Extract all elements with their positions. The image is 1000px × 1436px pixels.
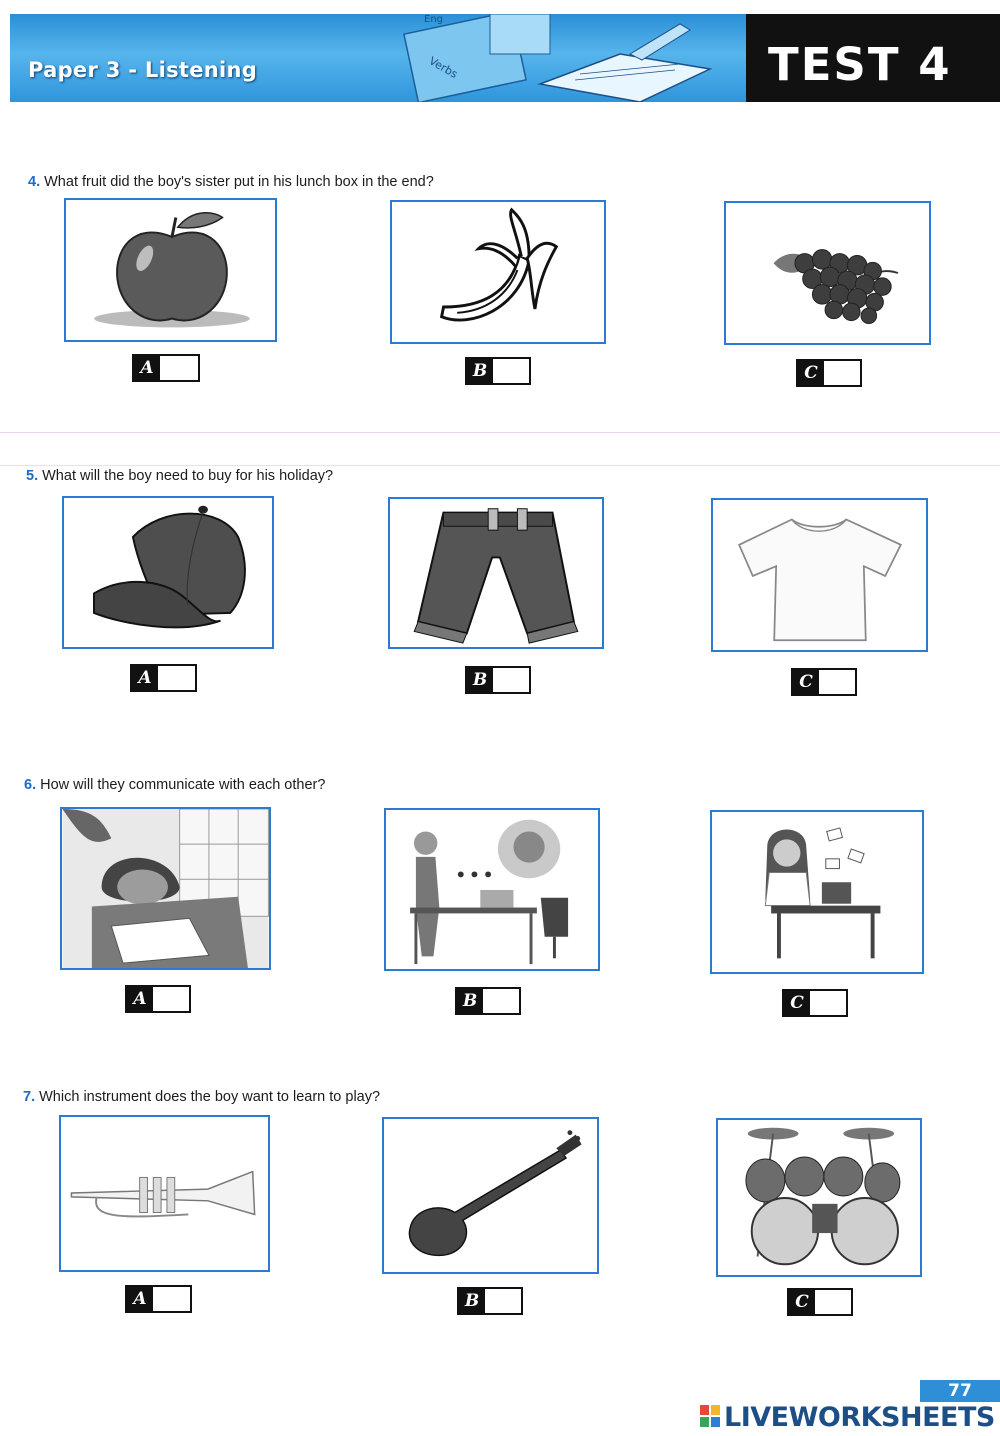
- question-6: [24, 777, 325, 793]
- option-b-image-shorts: [388, 497, 604, 649]
- answer-input[interactable]: [810, 991, 846, 1015]
- question-text: How will they communicate with each other?: [40, 777, 326, 793]
- video-call-icon: [386, 810, 598, 969]
- answer-box-7b[interactable]: [457, 1287, 523, 1315]
- answer-box-7c[interactable]: [787, 1288, 853, 1316]
- header-books-illustration: [380, 14, 746, 102]
- option-c-image-email-laptop: [710, 810, 924, 974]
- answer-letter: A: [127, 987, 153, 1011]
- banana-icon: [392, 202, 604, 342]
- answer-letter: C: [789, 1290, 815, 1314]
- test-title: TEST 4: [768, 38, 952, 91]
- question-7: [23, 1089, 380, 1105]
- option-a-image-trumpet: [59, 1115, 270, 1272]
- option-a-image-apple: [64, 198, 277, 342]
- option-b-image-banana: [390, 200, 606, 344]
- option-c-image-tshirt: [711, 498, 928, 652]
- girl-writing-letter-icon: [62, 809, 269, 968]
- answer-letter: A: [134, 356, 160, 380]
- question-text: Which instrument does the boy want to learn to play?: [39, 1089, 381, 1105]
- answer-letter: A: [127, 1287, 153, 1311]
- answer-input[interactable]: [153, 1287, 190, 1311]
- answer-input[interactable]: [493, 668, 529, 692]
- option-a-image-girl-writing-letter: [60, 807, 271, 970]
- book-word-verbs: Verbs: [426, 54, 460, 81]
- answer-letter: B: [467, 668, 493, 692]
- liveworksheets-logo-icon: [700, 1405, 720, 1427]
- answer-box-4b[interactable]: [465, 357, 531, 385]
- trumpet-icon: [61, 1117, 268, 1270]
- answer-letter: C: [793, 670, 819, 694]
- question-text: What fruit did the boy's sister put in his lunch box in the end?: [44, 174, 434, 190]
- answer-input[interactable]: [485, 1289, 521, 1313]
- shorts-icon: [390, 499, 602, 647]
- section-title: Paper 3 - Listening: [28, 58, 258, 82]
- option-c-image-grapes: [724, 201, 931, 345]
- answer-letter: C: [784, 991, 810, 1015]
- question-number: 7.: [23, 1089, 36, 1105]
- tshirt-icon: [713, 500, 926, 650]
- email-laptop-icon: [712, 812, 922, 972]
- answer-box-5c[interactable]: [791, 668, 857, 696]
- answer-letter: A: [132, 666, 158, 690]
- answer-box-5a[interactable]: [130, 664, 197, 692]
- answer-box-6c[interactable]: [782, 989, 848, 1017]
- apple-icon: [66, 200, 275, 340]
- answer-letter: C: [798, 361, 824, 385]
- answer-letter: B: [467, 359, 493, 383]
- liveworksheets-brand[interactable]: LIVEWORKSHEETS: [724, 1402, 995, 1433]
- divider: [0, 465, 1000, 466]
- answer-box-4a[interactable]: [132, 354, 200, 382]
- answer-box-6a[interactable]: [125, 985, 191, 1013]
- page-number: 77: [920, 1380, 1000, 1402]
- option-b-image-video-call: [384, 808, 600, 971]
- question-5: [26, 468, 333, 484]
- answer-input[interactable]: [483, 989, 519, 1013]
- cap-icon: [64, 498, 272, 647]
- answer-input[interactable]: [153, 987, 189, 1011]
- grapes-icon: [726, 203, 929, 343]
- answer-input[interactable]: [158, 666, 195, 690]
- answer-letter: B: [459, 1289, 485, 1313]
- answer-input[interactable]: [824, 361, 860, 385]
- bass-guitar-icon: [384, 1119, 597, 1272]
- answer-input[interactable]: [815, 1290, 851, 1314]
- answer-box-6b[interactable]: [455, 987, 521, 1015]
- question-number: 4.: [28, 174, 41, 190]
- option-c-image-drum-kit: [716, 1118, 922, 1277]
- answer-box-7a[interactable]: [125, 1285, 192, 1313]
- answer-input[interactable]: [819, 670, 855, 694]
- divider: [0, 432, 1000, 433]
- drum-kit-icon: [718, 1120, 920, 1275]
- question-number: 6.: [24, 777, 37, 793]
- question-text: What will the boy need to buy for his holiday?: [42, 468, 334, 484]
- answer-box-4c[interactable]: [796, 359, 862, 387]
- answer-letter: B: [457, 989, 483, 1013]
- answer-input[interactable]: [493, 359, 529, 383]
- answer-input[interactable]: [160, 356, 198, 380]
- question-number: 5.: [26, 468, 39, 484]
- question-4: [28, 174, 434, 190]
- book-word-eng: Eng: [424, 14, 444, 25]
- option-a-image-cap: [62, 496, 274, 649]
- option-b-image-bass-guitar: [382, 1117, 599, 1274]
- answer-box-5b[interactable]: [465, 666, 531, 694]
